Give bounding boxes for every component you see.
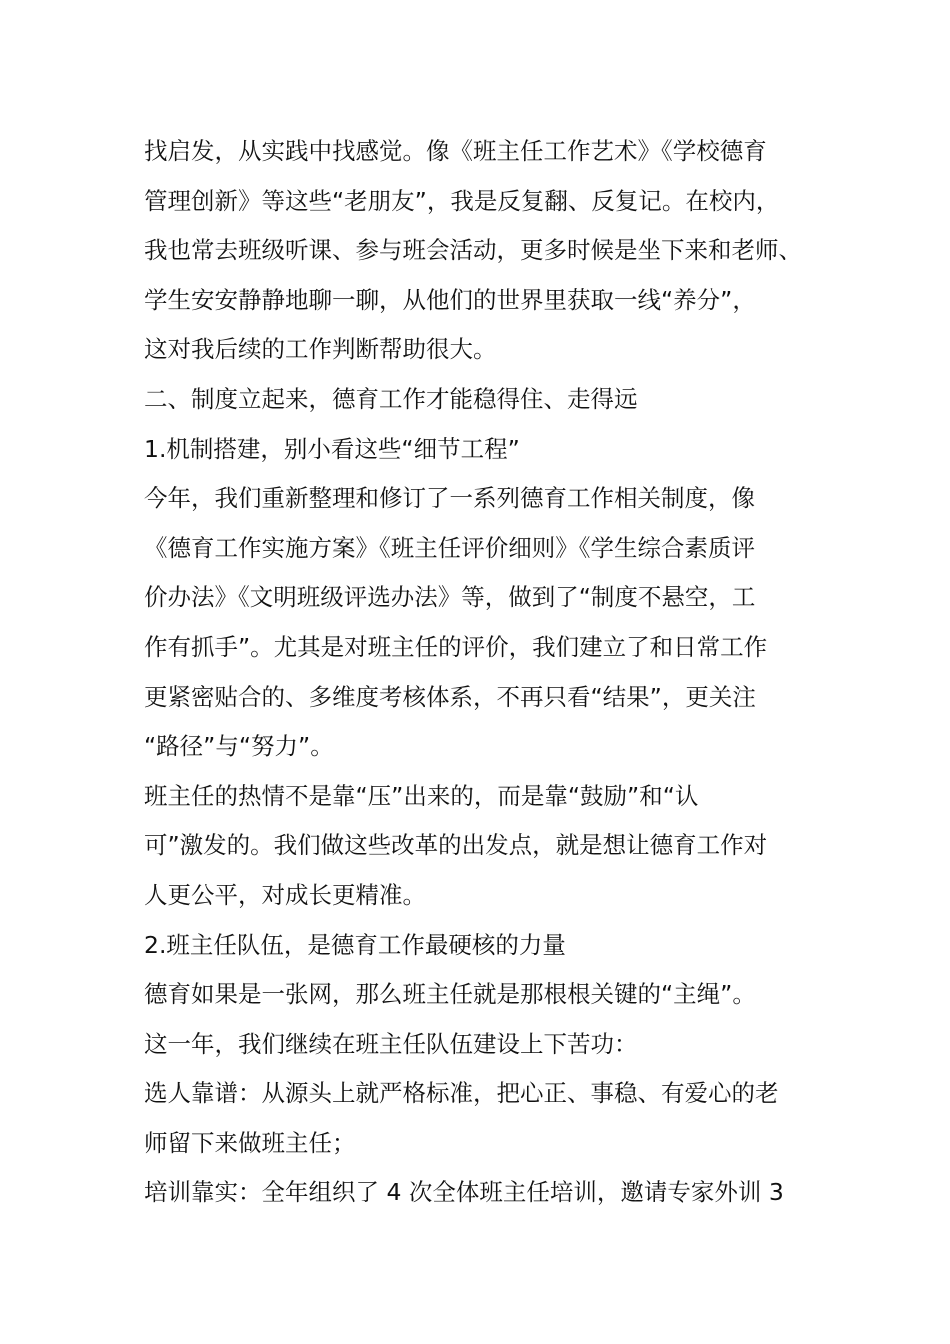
text-line: 价办法》《文明班级评选办法》等，做到了“制度不悬空，工 <box>144 583 756 612</box>
text-line: 管理创新》等这些“老朋友”，我是反复翻、反复记。在校内， <box>144 186 780 215</box>
text-line: 学生安安静静地聊一聊，从他们的世界里获取一线“养分”， <box>144 285 756 314</box>
section-heading: 二、制度立起来，德育工作才能稳得住、走得远 <box>144 384 638 413</box>
text-line: 培训靠实：全年组织了 4 次全体班主任培训，邀请专家外训 3 <box>144 1178 784 1207</box>
text-line: 找启发，从实践中找感觉。像《班主任工作艺术》《学校德育 <box>144 137 767 165</box>
subsection-heading: 2.班主任队伍，是德育工作最硬核的力量 <box>144 930 566 959</box>
text-line: 可”激发的。我们做这些改革的出发点，就是想让德育工作对 <box>144 831 768 860</box>
text-line: 《德育工作实施方案》《班主任评价细则》《学生综合素质评 <box>144 533 755 562</box>
subsection-heading: 1.机制搭建，别小看这些“细节工程” <box>144 434 520 463</box>
text-line: 我也常去班级听课、参与班会活动，更多时候是坐下来和老师、 <box>144 236 802 265</box>
text-line: 今年，我们重新整理和修订了一系列德育工作相关制度，像 <box>144 484 755 513</box>
text-line: 选人靠谱：从源头上就严格标准，把心正、事稳、有爱心的老 <box>144 1079 779 1108</box>
text-line: 师留下来做班主任； <box>144 1128 356 1157</box>
text-line: 这一年，我们继续在班主任队伍建设上下苦功： <box>144 1029 638 1058</box>
text-line: 班主任的热情不是靠“压”出来的，而是靠“鼓励”和“认 <box>144 781 699 810</box>
text-line: 这对我后续的工作判断帮助很大。 <box>144 335 497 364</box>
document-body <box>144 127 834 1218</box>
text-line: 德育如果是一张网，那么班主任就是那根根关键的“主绳”。 <box>144 980 756 1009</box>
text-line: “路径”与“努力”。 <box>144 732 334 761</box>
text-line: 作有抓手”。尤其是对班主任的评价，我们建立了和日常工作 <box>144 632 768 661</box>
text-line: 更紧密贴合的、多维度考核体系，不再只看“结果”，更关注 <box>144 682 756 711</box>
text-line: 人更公平，对成长更精准。 <box>144 880 426 909</box>
